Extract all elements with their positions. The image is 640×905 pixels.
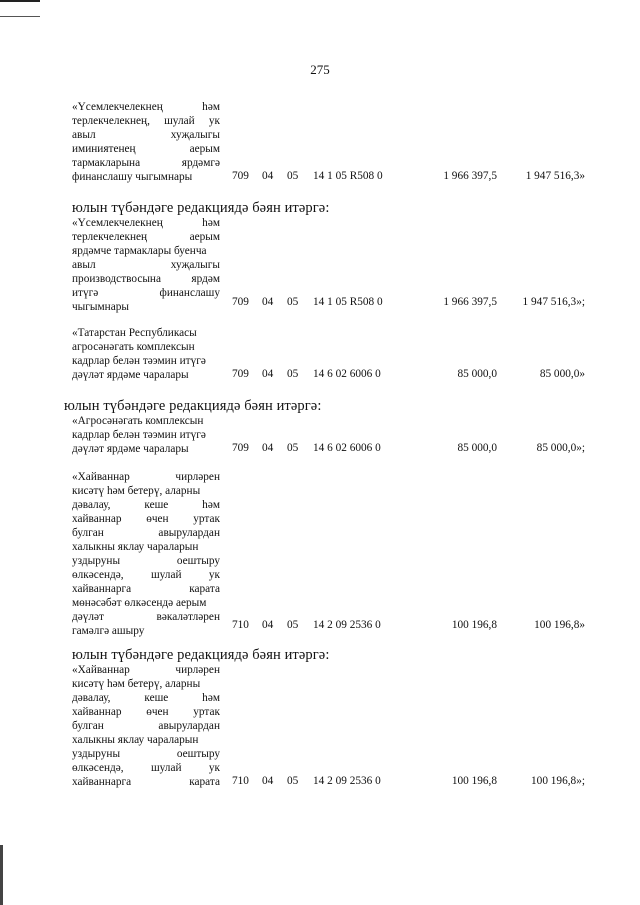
block-4-rz: 04 [262,619,274,631]
block-5-line: хайваннарга карата [72,776,220,788]
block-2-line: агросәнәгать комплексын [72,341,195,353]
block-0-line: авыл хуҗалыгы [72,129,220,141]
block-3-line: «Агросәнәгать комплексын [72,415,204,427]
block-2-prz: 05 [287,368,299,380]
scan-mark-edge [0,845,3,905]
block-5-line: кисәтү һәм бетерү, аларны [72,678,201,690]
block-0-line: тармакларына ярдәмгә [72,157,220,169]
block-3-line: кадрлар белән тәэмин итүгә [72,429,206,441]
block-5-rz: 04 [262,775,274,787]
block-4-line: уздыруны оештыру [72,555,220,567]
block-4-amount-2: 100 196,8» [534,619,585,631]
block-4-line: кисәтү һәм бетерү, аларны [72,485,201,497]
block-3-prz: 05 [287,442,299,454]
block-1-csr: 14 1 05 R508 0 [313,296,383,308]
block-5-line: дәвалау, кеше һәм [72,692,220,704]
block-0-line: финанслашу чыгымнары [72,171,193,183]
block-4-line: халыкны яклау чараларын [72,541,199,553]
block-1-ved: 709 [232,296,249,308]
block-1-line: итүгә финанслашу [72,287,220,299]
block-4-line: мөнәсәбәт өлкәсендә аерым [72,597,207,609]
block-5-line: халыкны яклау чараларын [72,734,199,746]
block-1-line: ярдәмче тармаклары буенча [72,245,207,257]
block-0-csr: 14 1 05 R508 0 [313,170,383,182]
block-0-rz: 04 [262,170,274,182]
block-1-line: терлекчелекнең аерым [72,231,220,243]
block-2-csr: 14 6 02 6006 0 [313,368,381,380]
block-4-csr: 14 2 09 2536 0 [313,619,381,631]
block-2-amount-1: 85 000,0 [457,368,497,380]
block-2-line: «Татарстан Республикасы [72,327,197,339]
block-0-text [72,100,220,184]
block-2-line: дәүләт ярдәме чаралары [72,369,189,381]
block-2-amount-2: 85 000,0» [539,368,585,380]
block-3-ved: 709 [232,442,249,454]
block-2-line: кадрлар белән тәэмин итүгә [72,355,206,367]
block-0-line: терлекчелекнең, шулай ук [72,115,220,127]
block-3-csr: 14 6 02 6006 0 [313,442,381,454]
block-2-rz: 04 [262,368,274,380]
block-4-line: гамәлгә ашыру [72,625,145,637]
block-1-text [72,216,220,314]
page-number: 275 [310,62,330,77]
block-5-amount-2: 100 196,8»; [531,775,585,787]
scan-mark-top-secondary [0,16,40,17]
block-4-ved: 710 [232,619,249,631]
block-1-line: чыгымнары [72,301,129,313]
block-4-line: өлкәсендә, шулай ук [72,569,220,581]
block-1-heading: юлын түбәндәге редакциядә бәян итәргә: [72,200,330,216]
block-3-heading: юлын түбәндәге редакциядә бәян итәргә: [64,398,322,414]
block-5-line: уздыруны оештыру [72,748,220,760]
block-3-rz: 04 [262,442,274,454]
block-5-csr: 14 2 09 2536 0 [313,775,381,787]
block-3-amount-2: 85 000,0»; [536,442,585,454]
block-1-prz: 05 [287,296,299,308]
block-2-ved: 709 [232,368,249,380]
block-0-amount-1: 1 966 397,5 [443,170,497,182]
block-5-text [72,663,220,789]
block-5-line: булган авырулардан [72,720,220,732]
block-3-text [72,414,220,456]
block-3-amount-1: 85 000,0 [457,442,497,454]
block-2-text [72,326,220,382]
block-5-heading: юлын түбәндәге редакциядә бәян итәргә: [72,647,330,663]
block-4-line: «Хайваннар чирләрен [72,471,220,483]
block-4-text [72,470,220,638]
block-5-line: «Хайваннар чирләрен [72,664,220,676]
block-1-line: «Үсемлекчелекнең һәм [72,217,220,229]
block-1-line: авыл хуҗалыгы [72,259,220,271]
block-4-prz: 05 [287,619,299,631]
block-1-rz: 04 [262,296,274,308]
block-5-amount-1: 100 196,8 [451,775,497,787]
scan-mark-top [0,0,40,2]
block-4-amount-1: 100 196,8 [451,619,497,631]
block-0-line: иминиятенең аерым [72,143,220,155]
block-4-line: дәвалау, кеше һәм [72,499,220,511]
block-4-line: булган авырулардан [72,527,220,539]
block-1-amount-1: 1 966 397,5 [443,296,497,308]
block-1-amount-2: 1 947 516,3»; [522,296,585,308]
block-5-ved: 710 [232,775,249,787]
block-4-line: хайваннар өчен уртак [72,513,220,525]
block-0-prz: 05 [287,170,299,182]
block-1-line: производствосына ярдәм [72,273,220,285]
block-5-prz: 05 [287,775,299,787]
block-5-line: өлкәсендә, шулай ук [72,762,220,774]
block-0-line: «Үсемлекчелекнең һәм [72,101,220,113]
block-0-ved: 709 [232,170,249,182]
block-4-line: дәүләт вәкаләтләрен [72,611,220,623]
block-4-line: хайваннарга карата [72,583,220,595]
block-3-line: дәүләт ярдәме чаралары [72,443,189,455]
block-0-amount-2: 1 947 516,3» [525,170,585,182]
block-5-line: хайваннар өчен уртак [72,706,220,718]
